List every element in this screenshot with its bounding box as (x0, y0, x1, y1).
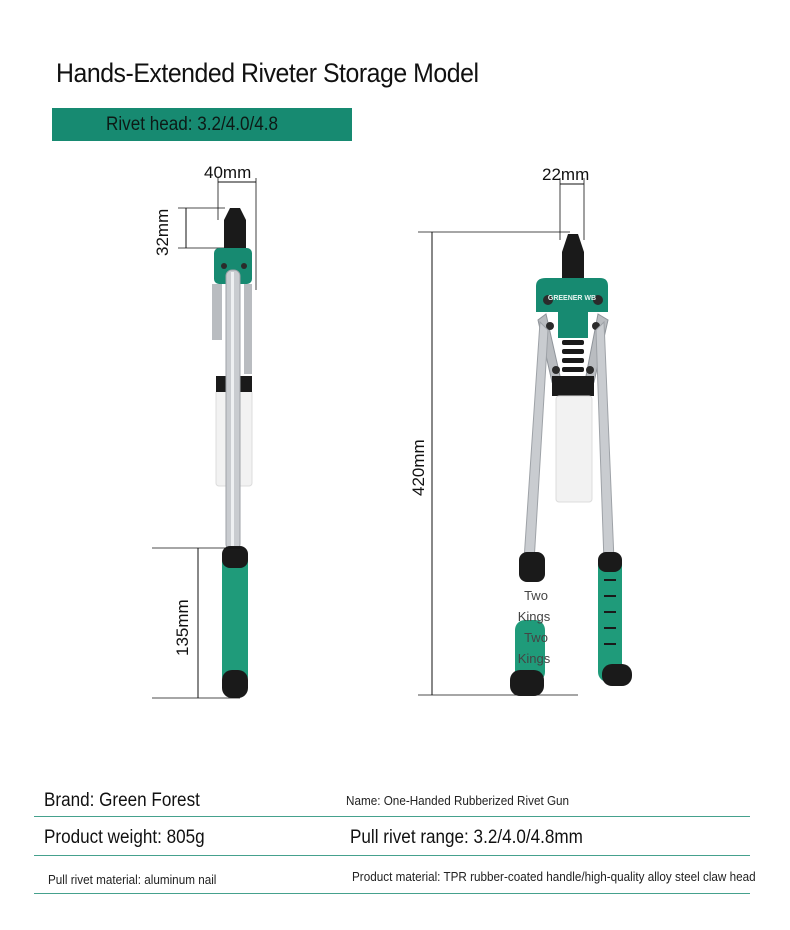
spec-divider-3 (34, 893, 750, 894)
spec-weight: Product weight: 805g (44, 827, 205, 848)
front-length-label: 420mm (409, 439, 428, 496)
spec-rivet-material: Pull rivet material: aluminum nail (48, 872, 217, 887)
watermark-line-3: Two (524, 630, 548, 645)
front-nose-icon (562, 234, 584, 280)
spec-brand: Brand: Green Forest (44, 790, 200, 811)
watermark-line-2: Kings (517, 609, 551, 624)
spec-name: Name: One-Handed Rubberized Rivet Gun (346, 793, 570, 808)
watermark-line-4: Kings (517, 651, 551, 666)
side-head-label: 32mm (153, 208, 172, 256)
front-spring-icon (562, 340, 584, 372)
front-tool-logo: GREENER WB (547, 295, 597, 302)
page-title: Hands-Extended Riveter Storage Model (56, 58, 479, 88)
side-view-riveter (152, 163, 256, 698)
rivet-head-text: Rivet head: 3.2/4.0/4.8 (106, 114, 279, 135)
spec-product-material: Product material: TPR rubber-coated handle/high-quality alloy steel claw head (352, 869, 756, 884)
rivet-head-banner (52, 108, 352, 141)
front-storage-bottle (556, 396, 592, 502)
front-width-label: 22mm (542, 165, 590, 184)
front-right-lever (596, 322, 614, 562)
spec-range: Pull rivet range: 3.2/4.0/4.8mm (350, 827, 583, 848)
side-width-label: 40mm (204, 163, 252, 182)
front-view-riveter (409, 165, 632, 696)
spec-divider-1 (34, 816, 750, 817)
side-handle-label: 135mm (173, 599, 192, 656)
watermark-line-1: Two (524, 588, 548, 603)
spec-divider-2 (34, 855, 750, 856)
product-drawing (0, 150, 790, 710)
side-nose-icon (224, 208, 246, 250)
front-left-lever (524, 322, 548, 562)
